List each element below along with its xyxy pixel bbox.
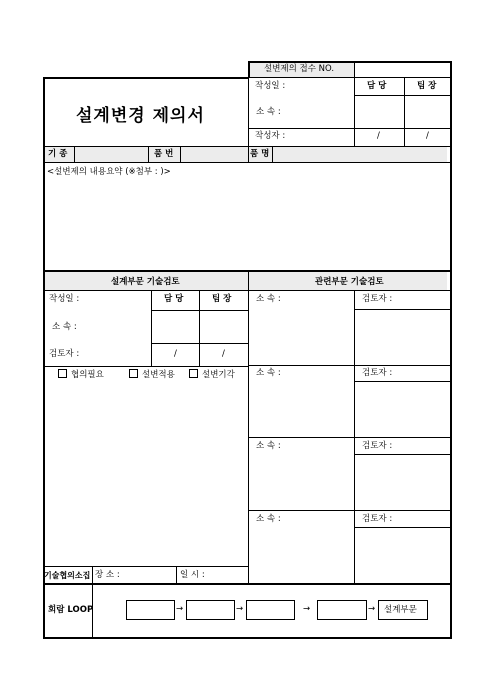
related-reviewer-label-4: 검토자 : — [362, 514, 393, 524]
meeting-place-label: 장 소 : — [95, 570, 120, 580]
timjang-header: 팀 장 — [417, 81, 437, 91]
related-reviewer-label-1: 검토자 : — [362, 294, 393, 304]
part-no-label: 품 번 — [154, 149, 174, 159]
option-reject[interactable]: 설변기각 — [189, 369, 235, 381]
model-label: 기 종 — [48, 149, 68, 159]
loop-label: 회람 LOOP — [48, 605, 94, 615]
related-dept-label-4: 소 속 : — [256, 514, 281, 524]
loop-step-3[interactable] — [246, 600, 295, 620]
design-review-title: 설계부문 기술검토 — [111, 277, 180, 287]
arrow-icon: → — [176, 604, 184, 614]
author-label: 작성자 : — [255, 131, 286, 141]
checkbox-icon[interactable] — [129, 369, 138, 378]
receipt-no-label: 설변제의 접수 NO. — [264, 64, 335, 74]
part-name-label: 품 명 — [250, 149, 270, 159]
timjang-slash: / — [426, 131, 429, 141]
arrow-icon: → — [236, 604, 244, 614]
option-consult[interactable]: 협의필요 — [58, 369, 104, 381]
meeting-time-label: 일 시 : — [180, 570, 205, 580]
design-dept-label: 소 속 : — [52, 322, 77, 332]
related-dept-label-1: 소 속 : — [256, 294, 281, 304]
loop-step-2[interactable] — [186, 600, 235, 620]
date-label: 작성일 : — [255, 81, 286, 91]
related-reviewer-label-2: 검토자 : — [362, 368, 393, 378]
related-dept-label-3: 소 속 : — [256, 441, 281, 451]
document-title: 설계변경 제의서 — [76, 106, 205, 126]
damdang-header: 담 당 — [367, 81, 387, 91]
dept-label: 소 속 : — [256, 107, 281, 117]
design-timjang-slash: / — [222, 349, 225, 359]
related-reviewer-label-3: 검토자 : — [362, 441, 393, 451]
related-review-title: 관련부문 기술검토 — [315, 277, 384, 287]
summary-label: <설변제의 내용요약 (※첨부 : )> — [47, 167, 171, 177]
checkbox-icon[interactable] — [58, 369, 67, 378]
option-apply[interactable]: 설변적용 — [129, 369, 175, 381]
loop-step-4[interactable] — [317, 600, 367, 620]
loop-step-1[interactable] — [126, 600, 175, 620]
arrow-icon: → — [368, 604, 376, 614]
design-damdang-header: 담 당 — [164, 294, 184, 304]
loop-final-box[interactable] — [378, 600, 428, 620]
arrow-icon: → — [303, 604, 311, 614]
damdang-slash: / — [377, 131, 380, 141]
meeting-label: 기술협의소집 — [44, 571, 91, 580]
design-reviewer-label: 검토자 : — [49, 349, 80, 359]
related-dept-label-2: 소 속 : — [256, 368, 281, 378]
design-date-label: 작성일 : — [49, 294, 80, 304]
loop-final-label: 설계부문 — [384, 605, 417, 615]
design-damdang-slash: / — [174, 349, 177, 359]
design-timjang-header: 팀 장 — [212, 294, 232, 304]
checkbox-icon[interactable] — [189, 369, 198, 378]
